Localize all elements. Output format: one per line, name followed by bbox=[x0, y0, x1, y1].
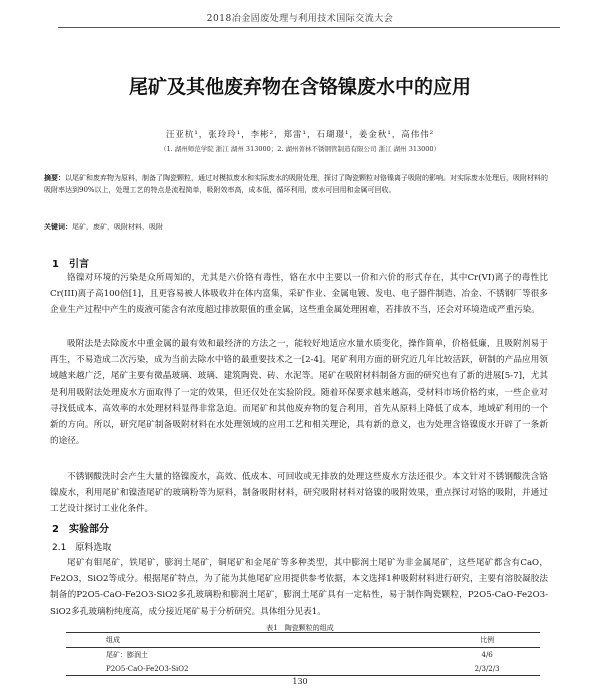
abstract bbox=[44, 172, 552, 196]
keywords bbox=[44, 222, 552, 232]
table-cell: 尾矿：膨润土 bbox=[106, 651, 148, 659]
header-rule bbox=[58, 27, 560, 28]
subsection-heading-materials: 2.1 原料选取 bbox=[52, 543, 112, 553]
table-row bbox=[66, 648, 540, 663]
table-cell: P2O5-CaO-Fe2O3-SiO2 bbox=[106, 664, 189, 673]
intro-paragraph-1: 铬镍对环境的污染是众所周知的，尤其是六价铬有毒性，铬在水中主要以一价和六价的形式存在，其中Cr(VI)离子的毒性比Cr(III)离子高100倍[1]，且更容易被人体吸收并在体内富集，采矿作业、金属电镀、发电、电子器件制造、冶金、不锈钢厂等很多企业生产过程中产生的废液可能含有浓度超过排放限值的重金属，这些重金属处理困难，若排放不当，还会对环境造成严重污染。 bbox=[50, 273, 548, 316]
section-heading-introduction: 1 引言 bbox=[52, 259, 89, 270]
abstract-label: 摘要： bbox=[44, 173, 65, 182]
affiliation: （1. 湖州师范学院 浙江 湖州 313000；2. 湖州菁林不锈钢管制造有限公司 浙江 湖州 313000） bbox=[159, 145, 441, 153]
materials-paragraph: 尾矿有钼尾矿，铁尾矿，膨润土尾矿，铜尾矿和金尾矿等多种类型，其中膨润土尾矿为非金属尾矿，这些尾矿都含有CaO，Fe2O3，SiO2等成分。根据尾矿特点，为了能为其他尾矿应用提供参考依据，本文选择1种吸附材料进行研究，主要有溶胶凝胶法制备的P2O5-CaO-Fe2O3-SiO2多孔玻璃粉和膨润土尾矿，膨润土尾矿具有一定粘性，易于制作陶瓷颗粒，P2O5-CaO-Fe2O3-SiO2多孔玻璃粉纯度高，成分接近尾矿易于分析研究。具体组分见表1。 bbox=[50, 558, 548, 617]
page-number: 130 bbox=[292, 677, 308, 686]
composition-table bbox=[66, 632, 540, 676]
table-cell: 4/6 bbox=[481, 651, 493, 659]
keywords-label: 关键词： bbox=[44, 222, 72, 231]
intro-paragraph-3: 不锈钢酸洗时会产生大量的铬镍废水，高效、低成本、可回收或无排放的处理这些废水方法还很少。本文针对不锈钢酸洗含铬镍废水，利用尾矿和镍渣尾矿的玻璃粉等为原料，制备吸附材料，研究吸附材料对铬镍的吸附效果，重点探讨对铬的吸附，并通过工艺设计探讨工业化条件。 bbox=[50, 472, 548, 515]
table-header-row bbox=[66, 633, 540, 648]
table-header-composition: 组成 bbox=[106, 636, 120, 644]
keywords-text: 尾矿，废矿，吸附材料，吸附 bbox=[72, 223, 163, 231]
paper-title: 尾矿及其他废弃物在含铬镍废水中的应用 bbox=[128, 76, 471, 98]
running-header: 2018冶金固废处理与利用技术国际交流大会 bbox=[206, 14, 394, 24]
table-header-ratio: 比例 bbox=[480, 636, 495, 644]
author-list: 汪亚杭¹，张玲玲¹，李彬²，郑雷¹，石瑚璟¹，姜金秋¹，高伟伟² bbox=[165, 130, 435, 140]
abstract-text: 以尾矿和废弃物为原料，制备了陶瓷颗粒，通过对模拟废水和实际废水的吸附处理，探讨了陶瓷颗粒对铬镍离子吸附的影响。对实际废水处理后，吸附材料的吸附率达到90%以上，处理工艺的特点是流程简单，吸附效率高，成本低，循环利用，废水可回用和金属可回收。 bbox=[44, 174, 548, 194]
table-cell: 2/3/2/3 bbox=[474, 664, 500, 673]
intro-paragraph-2: 吸附法是去除废水中重金属的最有效和最经济的方法之一，能较好地适应水量水质变化，操作简单，价格低廉，且吸附剂易于再生，不易造成二次污染，成为当前去除水中铬的最重要技术之一[2-4]。尾矿利用方面的研究近几年比较活跃，研制的产品应用领域越来越广泛，尾矿主要有微晶玻璃、玻璃、建筑陶瓷、砖、水泥等。尾矿在吸附材料制备方面的研究也有了新的进展[5-7]，尤其是利用吸附法处理废水方面取得了一定的效果，但还仅处在实验阶段。随着环保要求越来越高，受材料市场价格约束，一些企业对寻找低成本、高效率的水处理材料显得非常急迫。而尾矿和其他废弃物的复合利用，首先从原料上降低了成本，地域矿利用的一个新的方向。所以，研究尾矿制备吸附材料在水处理领域的应用工艺和相关理论，具有新的意义，也为处理含铬镍废水开辟了一条新的途径。 bbox=[50, 339, 548, 447]
table-caption: 表1 陶瓷颗粒的组成 bbox=[266, 624, 334, 632]
table-row bbox=[66, 662, 540, 676]
section-heading-experiment: 2 实验部分 bbox=[52, 524, 109, 535]
